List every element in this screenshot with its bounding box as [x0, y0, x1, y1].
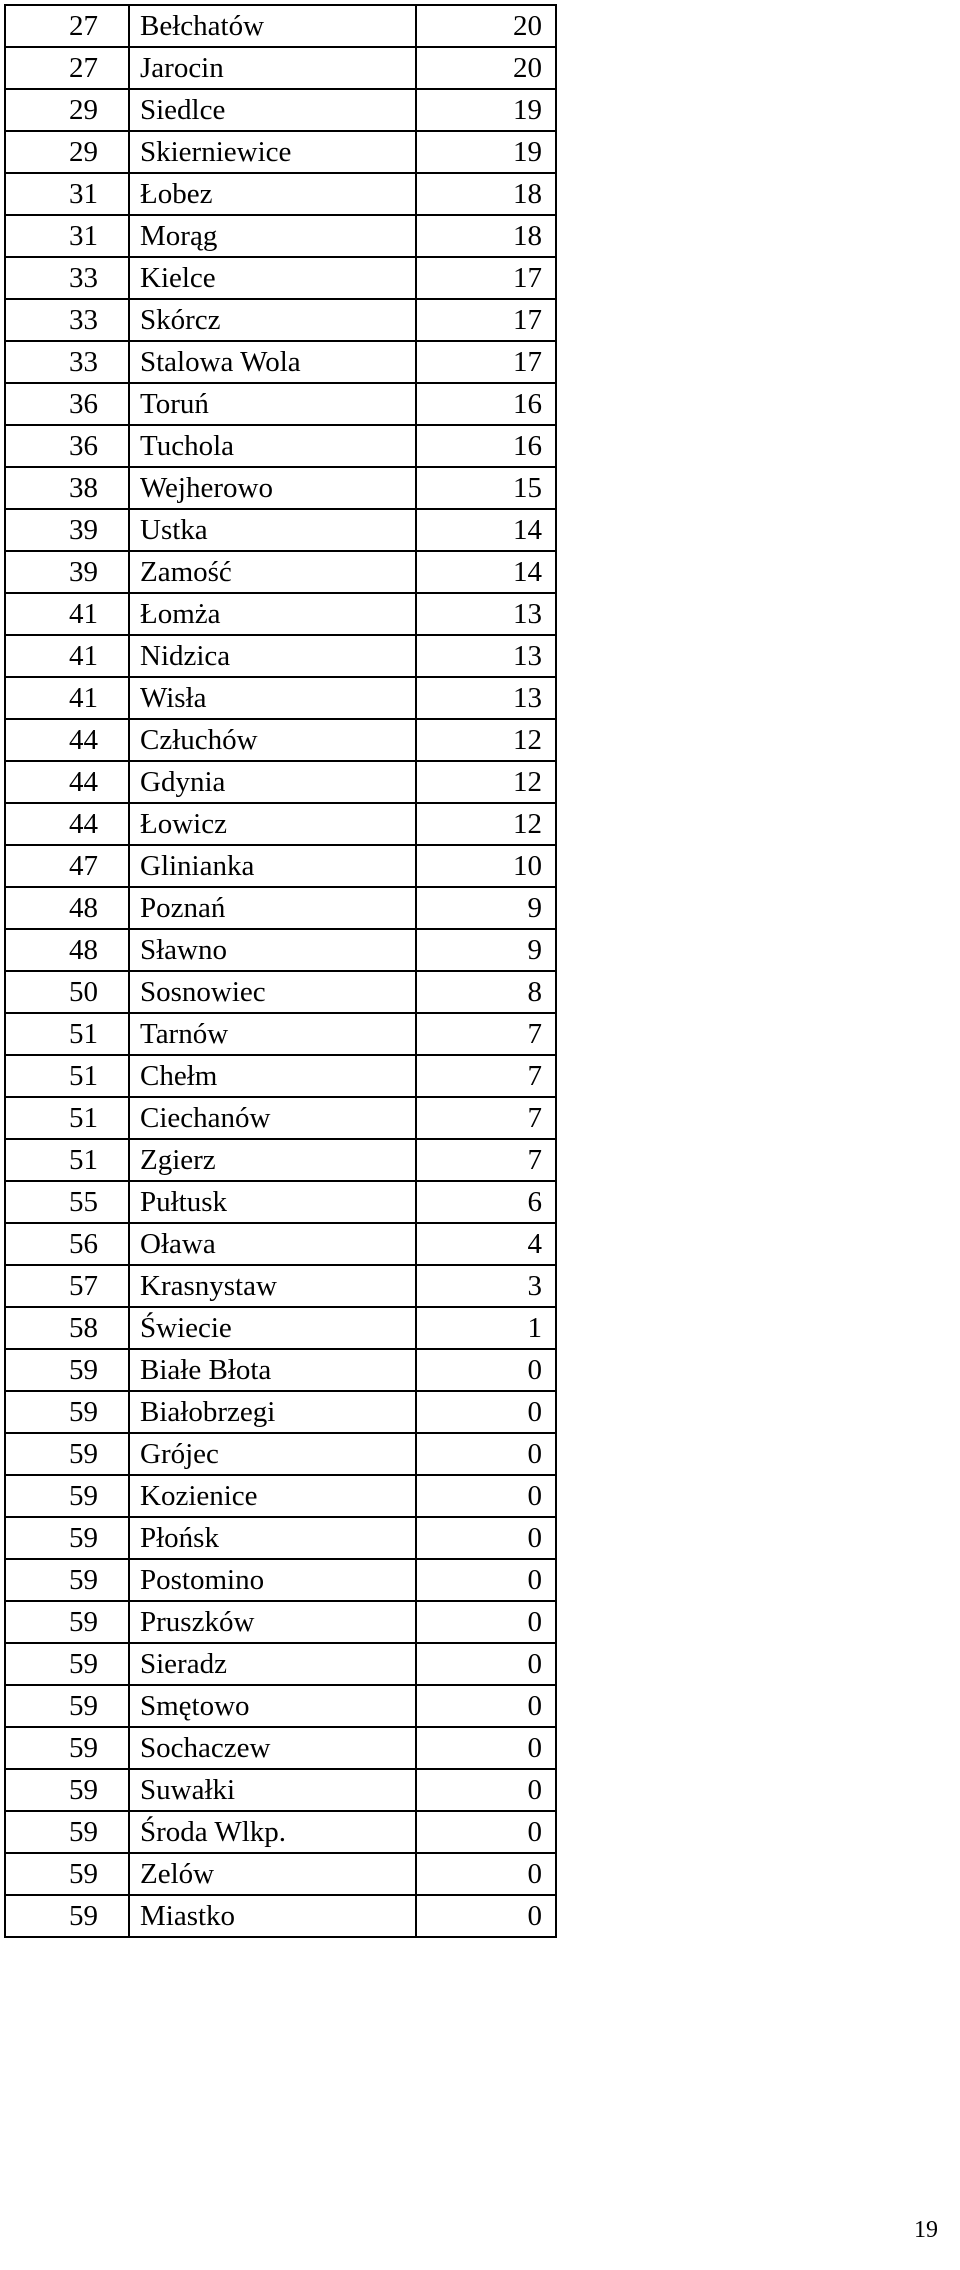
rank-cell: 59 [5, 1517, 129, 1559]
rank-cell: 59 [5, 1643, 129, 1685]
city-cell: Kielce [129, 257, 416, 299]
score-cell: 0 [416, 1475, 556, 1517]
table-row [5, 1097, 556, 1139]
score-cell: 19 [416, 131, 556, 173]
table-row [5, 1307, 556, 1349]
score-cell: 0 [416, 1601, 556, 1643]
table-row [5, 425, 556, 467]
score-cell: 17 [416, 341, 556, 383]
table-row [5, 1013, 556, 1055]
ranking-table [4, 4, 557, 1938]
table-row [5, 635, 556, 677]
rank-cell: 59 [5, 1559, 129, 1601]
table-row [5, 383, 556, 425]
city-cell: Kozienice [129, 1475, 416, 1517]
score-cell: 18 [416, 173, 556, 215]
score-cell: 13 [416, 677, 556, 719]
rank-cell: 44 [5, 719, 129, 761]
score-cell: 0 [416, 1517, 556, 1559]
score-cell: 12 [416, 761, 556, 803]
table-row [5, 89, 556, 131]
table-row [5, 131, 556, 173]
city-cell: Oława [129, 1223, 416, 1265]
score-cell: 0 [416, 1685, 556, 1727]
city-cell: Wejherowo [129, 467, 416, 509]
city-cell: Ustka [129, 509, 416, 551]
rank-cell: 48 [5, 887, 129, 929]
city-cell: Suwałki [129, 1769, 416, 1811]
table-row [5, 719, 556, 761]
table-row [5, 929, 556, 971]
rank-cell: 36 [5, 425, 129, 467]
city-cell: Krasnystaw [129, 1265, 416, 1307]
table-row [5, 341, 556, 383]
table-row [5, 1769, 556, 1811]
city-cell: Tuchola [129, 425, 416, 467]
city-cell: Siedlce [129, 89, 416, 131]
city-cell: Sławno [129, 929, 416, 971]
city-cell: Białe Błota [129, 1349, 416, 1391]
score-cell: 8 [416, 971, 556, 1013]
score-cell: 18 [416, 215, 556, 257]
rank-cell: 41 [5, 635, 129, 677]
rank-cell: 31 [5, 173, 129, 215]
table-row [5, 509, 556, 551]
city-cell: Tarnów [129, 1013, 416, 1055]
score-cell: 0 [416, 1391, 556, 1433]
score-cell: 12 [416, 803, 556, 845]
city-cell: Nidzica [129, 635, 416, 677]
city-cell: Skórcz [129, 299, 416, 341]
table-row [5, 47, 556, 89]
table-row [5, 1055, 556, 1097]
rank-cell: 59 [5, 1349, 129, 1391]
table-row [5, 257, 556, 299]
city-cell: Łomża [129, 593, 416, 635]
city-cell: Postomino [129, 1559, 416, 1601]
rank-cell: 29 [5, 89, 129, 131]
city-cell: Stalowa Wola [129, 341, 416, 383]
table-row [5, 1265, 556, 1307]
rank-cell: 41 [5, 593, 129, 635]
rank-cell: 39 [5, 509, 129, 551]
city-cell: Wisła [129, 677, 416, 719]
score-cell: 0 [416, 1727, 556, 1769]
score-cell: 17 [416, 299, 556, 341]
city-cell: Zgierz [129, 1139, 416, 1181]
rank-cell: 33 [5, 341, 129, 383]
rank-cell: 59 [5, 1895, 129, 1937]
score-cell: 13 [416, 635, 556, 677]
table-row [5, 299, 556, 341]
city-cell: Świecie [129, 1307, 416, 1349]
score-cell: 0 [416, 1643, 556, 1685]
score-cell: 16 [416, 425, 556, 467]
city-cell: Zelów [129, 1853, 416, 1895]
table-row [5, 1727, 556, 1769]
score-cell: 13 [416, 593, 556, 635]
rank-cell: 38 [5, 467, 129, 509]
city-cell: Sieradz [129, 1643, 416, 1685]
city-cell: Morąg [129, 215, 416, 257]
score-cell: 4 [416, 1223, 556, 1265]
city-cell: Jarocin [129, 47, 416, 89]
city-cell: Białobrzegi [129, 1391, 416, 1433]
score-cell: 0 [416, 1811, 556, 1853]
rank-cell: 33 [5, 257, 129, 299]
rank-cell: 59 [5, 1433, 129, 1475]
table-row [5, 1349, 556, 1391]
table-row [5, 593, 556, 635]
rank-cell: 33 [5, 299, 129, 341]
rank-cell: 47 [5, 845, 129, 887]
score-cell: 9 [416, 887, 556, 929]
table-row [5, 803, 556, 845]
rank-cell: 36 [5, 383, 129, 425]
city-cell: Pruszków [129, 1601, 416, 1643]
table-row [5, 467, 556, 509]
table-row [5, 845, 556, 887]
score-cell: 15 [416, 467, 556, 509]
score-cell: 0 [416, 1853, 556, 1895]
city-cell: Człuchów [129, 719, 416, 761]
city-cell: Środa Wlkp. [129, 1811, 416, 1853]
table-row [5, 971, 556, 1013]
table-row [5, 215, 556, 257]
table-row [5, 1517, 556, 1559]
rank-cell: 51 [5, 1055, 129, 1097]
score-cell: 20 [416, 47, 556, 89]
score-cell: 0 [416, 1349, 556, 1391]
table-row [5, 1391, 556, 1433]
score-cell: 9 [416, 929, 556, 971]
table-row [5, 1811, 556, 1853]
city-cell: Łowicz [129, 803, 416, 845]
city-cell: Zamość [129, 551, 416, 593]
ranking-table-body [5, 5, 556, 1937]
rank-cell: 39 [5, 551, 129, 593]
table-row [5, 887, 556, 929]
table-row [5, 1181, 556, 1223]
score-cell: 14 [416, 551, 556, 593]
rank-cell: 29 [5, 131, 129, 173]
table-row [5, 1139, 556, 1181]
rank-cell: 59 [5, 1727, 129, 1769]
table-row [5, 1895, 556, 1937]
table-row [5, 1475, 556, 1517]
city-cell: Grójec [129, 1433, 416, 1475]
city-cell: Poznań [129, 887, 416, 929]
rank-cell: 59 [5, 1475, 129, 1517]
rank-cell: 31 [5, 215, 129, 257]
score-cell: 3 [416, 1265, 556, 1307]
rank-cell: 44 [5, 803, 129, 845]
city-cell: Ciechanów [129, 1097, 416, 1139]
rank-cell: 57 [5, 1265, 129, 1307]
rank-cell: 48 [5, 929, 129, 971]
city-cell: Skierniewice [129, 131, 416, 173]
table-row [5, 1559, 556, 1601]
score-cell: 7 [416, 1139, 556, 1181]
rank-cell: 58 [5, 1307, 129, 1349]
city-cell: Chełm [129, 1055, 416, 1097]
city-cell: Łobez [129, 173, 416, 215]
score-cell: 10 [416, 845, 556, 887]
table-row [5, 1223, 556, 1265]
page-number: 19 [914, 2217, 938, 2243]
rank-cell: 27 [5, 47, 129, 89]
table-row [5, 677, 556, 719]
rank-cell: 51 [5, 1013, 129, 1055]
rank-cell: 59 [5, 1601, 129, 1643]
rank-cell: 41 [5, 677, 129, 719]
rank-cell: 50 [5, 971, 129, 1013]
score-cell: 19 [416, 89, 556, 131]
table-row [5, 1601, 556, 1643]
city-cell: Toruń [129, 383, 416, 425]
score-cell: 6 [416, 1181, 556, 1223]
score-cell: 14 [416, 509, 556, 551]
score-cell: 7 [416, 1013, 556, 1055]
table-row [5, 5, 556, 47]
rank-cell: 27 [5, 5, 129, 47]
city-cell: Glinianka [129, 845, 416, 887]
score-cell: 17 [416, 257, 556, 299]
score-cell: 16 [416, 383, 556, 425]
score-cell: 12 [416, 719, 556, 761]
table-row [5, 173, 556, 215]
city-cell: Płońsk [129, 1517, 416, 1559]
rank-cell: 59 [5, 1391, 129, 1433]
rank-cell: 51 [5, 1139, 129, 1181]
city-cell: Pułtusk [129, 1181, 416, 1223]
score-cell: 0 [416, 1769, 556, 1811]
city-cell: Sosnowiec [129, 971, 416, 1013]
score-cell: 0 [416, 1559, 556, 1601]
city-cell: Bełchatów [129, 5, 416, 47]
table-row [5, 1853, 556, 1895]
score-cell: 0 [416, 1895, 556, 1937]
table-row [5, 1685, 556, 1727]
rank-cell: 59 [5, 1769, 129, 1811]
table-row [5, 551, 556, 593]
city-cell: Gdynia [129, 761, 416, 803]
rank-cell: 59 [5, 1685, 129, 1727]
rank-cell: 55 [5, 1181, 129, 1223]
rank-cell: 44 [5, 761, 129, 803]
rank-cell: 51 [5, 1097, 129, 1139]
rank-cell: 59 [5, 1811, 129, 1853]
score-cell: 1 [416, 1307, 556, 1349]
city-cell: Miastko [129, 1895, 416, 1937]
city-cell: Sochaczew [129, 1727, 416, 1769]
city-cell: Smętowo [129, 1685, 416, 1727]
table-row [5, 1433, 556, 1475]
table-row [5, 1643, 556, 1685]
score-cell: 0 [416, 1433, 556, 1475]
score-cell: 7 [416, 1097, 556, 1139]
score-cell: 20 [416, 5, 556, 47]
score-cell: 7 [416, 1055, 556, 1097]
rank-cell: 56 [5, 1223, 129, 1265]
table-row [5, 761, 556, 803]
rank-cell: 59 [5, 1853, 129, 1895]
